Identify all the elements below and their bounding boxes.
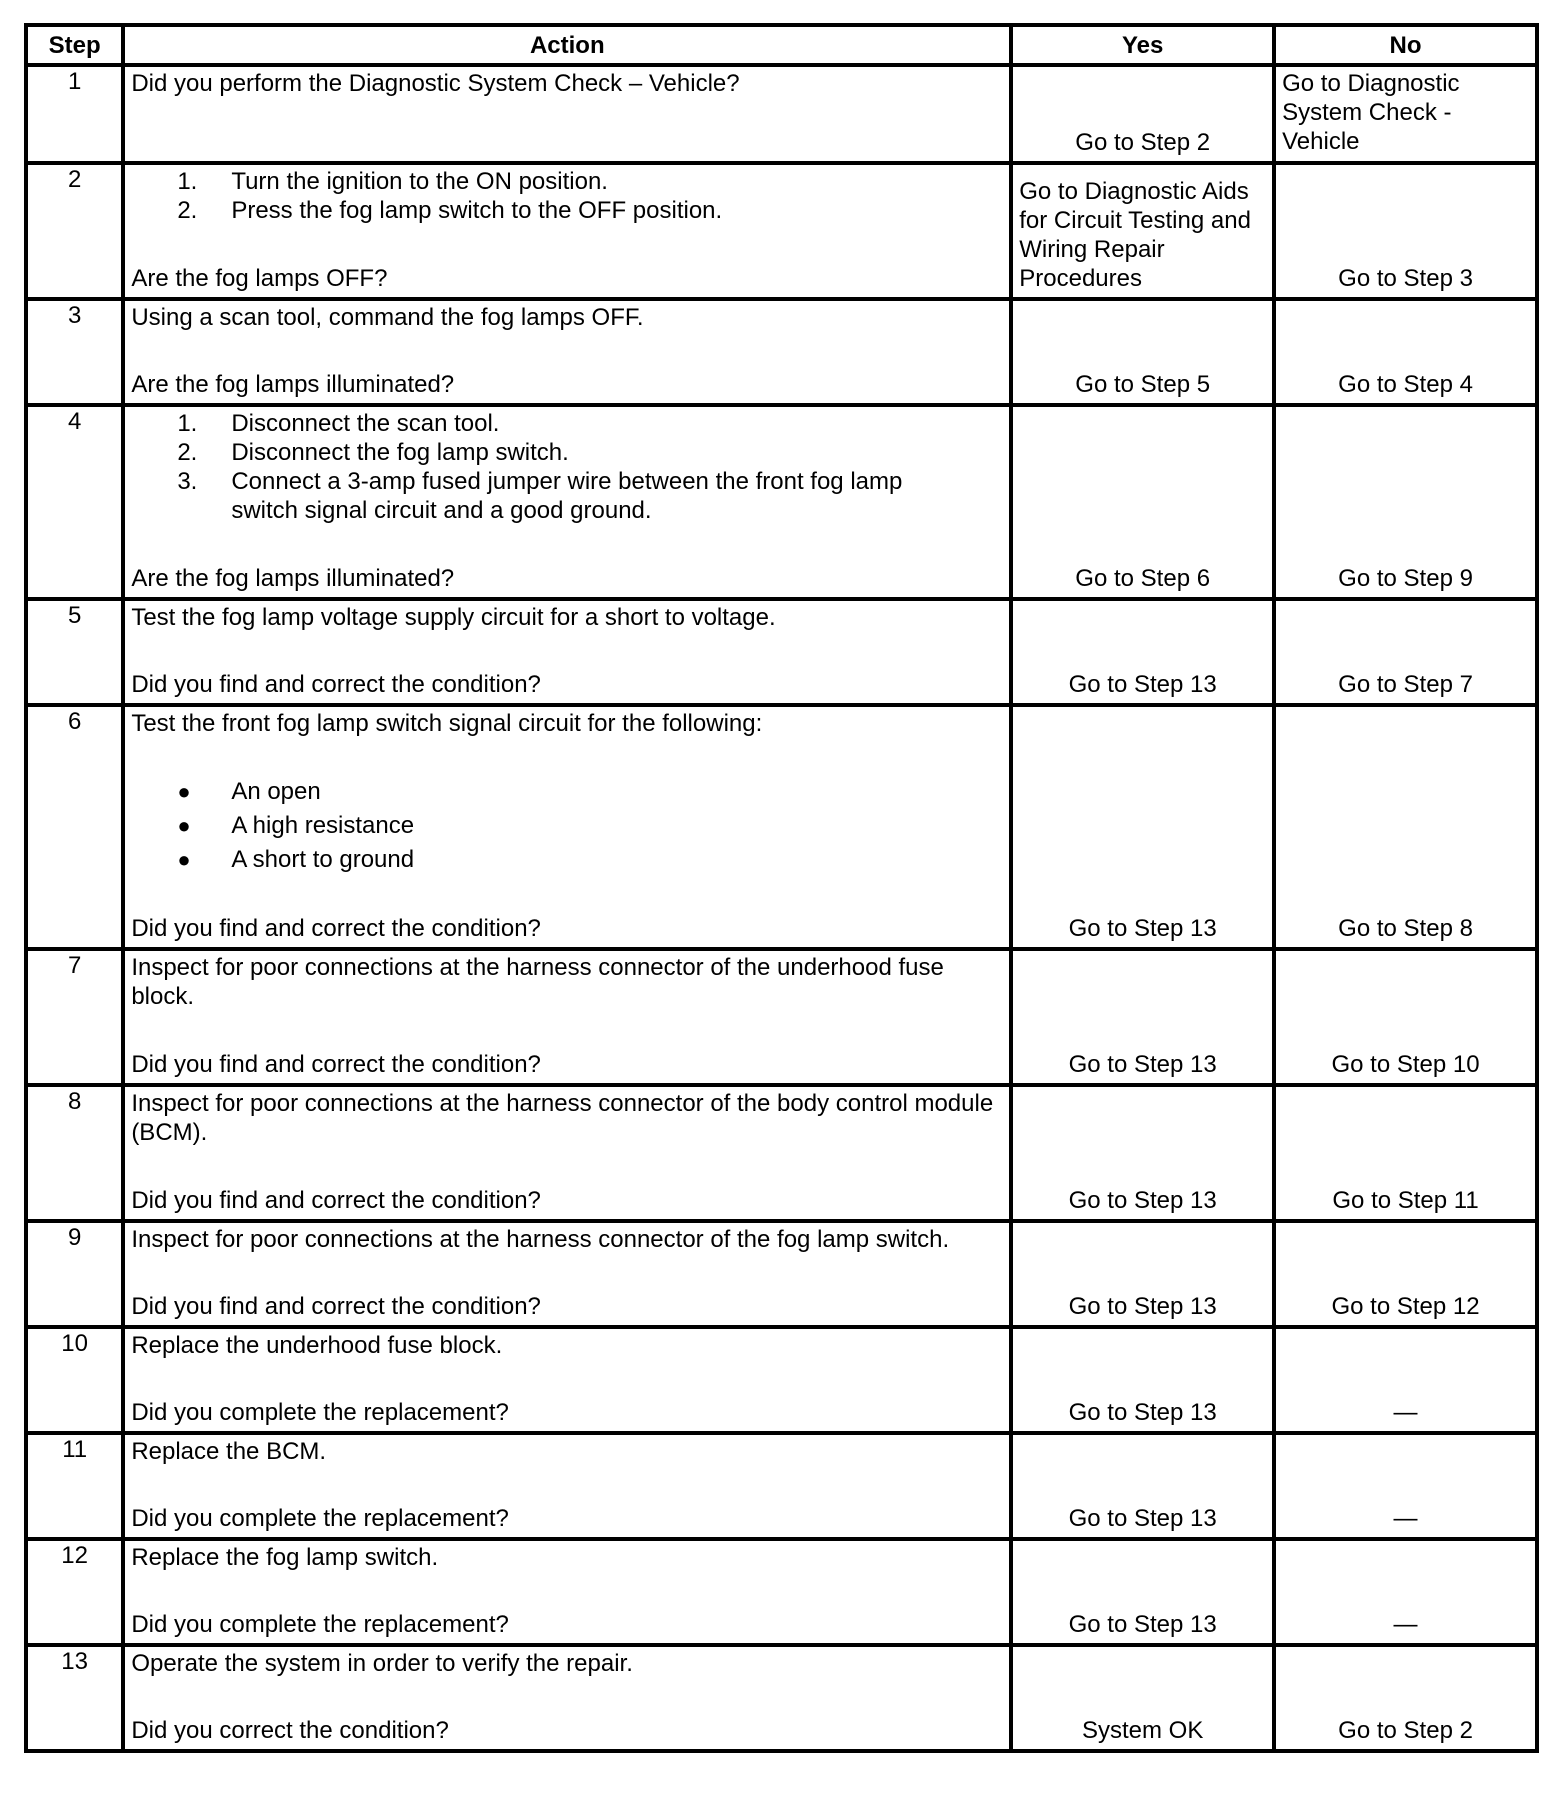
no-answer: Go to Step 3 bbox=[1338, 265, 1473, 292]
step-number: 6 bbox=[26, 705, 123, 949]
no-cell bbox=[1274, 405, 1537, 599]
yes-answer: Go to Diagnostic Aids for Circuit Testing and Wiring Repair Procedures bbox=[1019, 178, 1251, 292]
action-cell bbox=[123, 1085, 1011, 1221]
no-answer: Go to Step 12 bbox=[1331, 1293, 1480, 1320]
no-answer: Go to Step 7 bbox=[1338, 671, 1473, 698]
yes-answer: Go to Step 2 bbox=[1075, 129, 1211, 156]
step-number: 2 bbox=[26, 163, 123, 299]
yes-answer: Go to Step 13 bbox=[1068, 1293, 1217, 1320]
step-number: 3 bbox=[26, 299, 123, 405]
no-cell bbox=[1274, 1539, 1537, 1645]
table-row bbox=[26, 1433, 1537, 1539]
action-text: Replace the BCM. bbox=[131, 1438, 327, 1465]
action-text: Inspect for poor connections at the harness connector of the fog lamp switch. bbox=[131, 1226, 950, 1253]
header-yes: Yes bbox=[1011, 25, 1274, 65]
action-text: Replace the fog lamp switch. bbox=[131, 1544, 439, 1571]
action-question: Did you find and correct the condition? bbox=[131, 1293, 541, 1320]
no-cell bbox=[1274, 65, 1537, 163]
no-cell bbox=[1274, 599, 1537, 705]
table-row bbox=[26, 599, 1537, 705]
step-number: 13 bbox=[26, 1645, 123, 1751]
yes-cell bbox=[1011, 299, 1274, 405]
action-cell bbox=[123, 65, 1011, 163]
action-cell bbox=[123, 1221, 1011, 1327]
action-cell bbox=[123, 163, 1011, 299]
yes-cell bbox=[1011, 705, 1274, 949]
action-cell bbox=[123, 705, 1011, 949]
table-row bbox=[26, 1645, 1537, 1751]
action-question: Did you complete the replacement? bbox=[131, 1399, 509, 1426]
no-cell bbox=[1274, 949, 1537, 1085]
no-answer: — bbox=[1393, 1611, 1418, 1638]
action-text: Inspect for poor connections at the harness connector of the underhood fuse block. bbox=[131, 954, 944, 1010]
step-number: 8 bbox=[26, 1085, 123, 1221]
action-text: Test the fog lamp voltage supply circuit for a short to voltage. bbox=[131, 604, 776, 631]
no-answer: Go to Step 2 bbox=[1338, 1717, 1473, 1744]
yes-answer: Go to Step 6 bbox=[1075, 565, 1211, 592]
yes-answer: Go to Step 13 bbox=[1068, 1505, 1217, 1532]
no-cell bbox=[1274, 299, 1537, 405]
action-question: Are the fog lamps illuminated? bbox=[131, 371, 455, 398]
action-text: Replace the underhood fuse block. bbox=[131, 1332, 503, 1359]
action-cell bbox=[123, 1539, 1011, 1645]
no-answer: Go to Step 10 bbox=[1331, 1051, 1480, 1078]
yes-cell bbox=[1011, 1327, 1274, 1433]
action-question: Are the fog lamps OFF? bbox=[131, 265, 388, 292]
table-row bbox=[26, 1327, 1537, 1433]
no-cell bbox=[1274, 163, 1537, 299]
yes-cell bbox=[1011, 163, 1274, 299]
action-cell bbox=[123, 1433, 1011, 1539]
table-row bbox=[26, 949, 1537, 1085]
yes-cell bbox=[1011, 1539, 1274, 1645]
no-answer: Go to Diagnostic System Check - Vehicle bbox=[1282, 70, 1460, 155]
yes-cell bbox=[1011, 65, 1274, 163]
action-cell bbox=[123, 299, 1011, 405]
list-item: ● An open bbox=[177, 778, 321, 805]
action-cell bbox=[123, 405, 1011, 599]
yes-answer: Go to Step 13 bbox=[1068, 1051, 1217, 1078]
list-item: ● A short to ground bbox=[177, 846, 415, 873]
table-row bbox=[26, 1221, 1537, 1327]
action-question: Did you find and correct the condition? bbox=[131, 1187, 541, 1214]
no-cell bbox=[1274, 1327, 1537, 1433]
list-item: 3. Connect a 3-amp fused jumper wire between the front fog lamp switch signal circuit and a good ground. bbox=[177, 468, 903, 524]
no-cell bbox=[1274, 1085, 1537, 1221]
step-number: 11 bbox=[26, 1433, 123, 1539]
action-cell bbox=[123, 1327, 1011, 1433]
no-answer: Go to Step 8 bbox=[1338, 915, 1473, 942]
action-text: Using a scan tool, command the fog lamps OFF. bbox=[131, 304, 644, 331]
action-text: Test the front fog lamp switch signal circuit for the following: bbox=[131, 710, 763, 737]
action-question: Are the fog lamps illuminated? bbox=[131, 565, 455, 592]
yes-cell bbox=[1011, 405, 1274, 599]
diagnostic-table bbox=[24, 23, 1539, 1753]
no-answer: Go to Step 11 bbox=[1332, 1187, 1479, 1214]
no-cell bbox=[1274, 705, 1537, 949]
list-item: ● A high resistance bbox=[177, 812, 415, 839]
yes-cell bbox=[1011, 1221, 1274, 1327]
step-number: 1 bbox=[26, 65, 123, 163]
list-item: 2. Press the fog lamp switch to the OFF position. bbox=[177, 197, 723, 224]
yes-cell bbox=[1011, 1085, 1274, 1221]
list-item: 2. Disconnect the fog lamp switch. bbox=[177, 439, 569, 466]
yes-cell bbox=[1011, 1645, 1274, 1751]
action-text: Operate the system in order to verify the repair. bbox=[131, 1650, 633, 1677]
table-row bbox=[26, 65, 1537, 163]
yes-answer: Go to Step 13 bbox=[1068, 1611, 1217, 1638]
step-number: 10 bbox=[26, 1327, 123, 1433]
yes-answer: System OK bbox=[1082, 1717, 1204, 1744]
numbered-list bbox=[131, 167, 1003, 225]
action-cell bbox=[123, 599, 1011, 705]
yes-answer: Go to Step 13 bbox=[1068, 1399, 1217, 1426]
bullet-list bbox=[131, 775, 1003, 877]
action-question: Did you find and correct the condition? bbox=[131, 1051, 541, 1078]
action-question: Did you find and correct the condition? bbox=[131, 915, 541, 942]
no-answer: Go to Step 9 bbox=[1338, 565, 1473, 592]
action-question: Did you find and correct the condition? bbox=[131, 671, 541, 698]
step-number: 7 bbox=[26, 949, 123, 1085]
table-row bbox=[26, 1539, 1537, 1645]
action-text: Did you perform the Diagnostic System Check – Vehicle? bbox=[131, 70, 740, 97]
yes-cell bbox=[1011, 1433, 1274, 1539]
header-step: Step bbox=[26, 25, 123, 65]
step-number: 9 bbox=[26, 1221, 123, 1327]
header-no: No bbox=[1274, 25, 1537, 65]
numbered-list bbox=[131, 409, 1003, 525]
no-cell bbox=[1274, 1433, 1537, 1539]
no-answer: — bbox=[1393, 1505, 1418, 1532]
action-text: Inspect for poor connections at the harness connector of the body control module (BCM). bbox=[131, 1090, 994, 1146]
yes-answer: Go to Step 13 bbox=[1068, 671, 1217, 698]
list-item: 1. Disconnect the scan tool. bbox=[177, 410, 500, 437]
action-question: Did you complete the replacement? bbox=[131, 1611, 509, 1638]
table-row bbox=[26, 1085, 1537, 1221]
header-row bbox=[26, 25, 1537, 65]
action-cell bbox=[123, 949, 1011, 1085]
table-row bbox=[26, 705, 1537, 949]
step-number: 5 bbox=[26, 599, 123, 705]
table-row bbox=[26, 299, 1537, 405]
yes-answer: Go to Step 5 bbox=[1075, 371, 1211, 398]
no-answer: Go to Step 4 bbox=[1338, 371, 1473, 398]
yes-answer: Go to Step 13 bbox=[1068, 915, 1217, 942]
list-item: 1. Turn the ignition to the ON position. bbox=[177, 168, 608, 195]
no-cell bbox=[1274, 1221, 1537, 1327]
no-answer: — bbox=[1393, 1399, 1418, 1426]
yes-cell bbox=[1011, 599, 1274, 705]
action-question: Did you correct the condition? bbox=[131, 1717, 449, 1744]
yes-cell bbox=[1011, 949, 1274, 1085]
header-action: Action bbox=[123, 25, 1011, 65]
action-cell bbox=[123, 1645, 1011, 1751]
step-number: 12 bbox=[26, 1539, 123, 1645]
action-question: Did you complete the replacement? bbox=[131, 1505, 509, 1532]
table-row bbox=[26, 163, 1537, 299]
no-cell bbox=[1274, 1645, 1537, 1751]
yes-answer: Go to Step 13 bbox=[1068, 1187, 1217, 1214]
step-number: 4 bbox=[26, 405, 123, 599]
table-row bbox=[26, 405, 1537, 599]
